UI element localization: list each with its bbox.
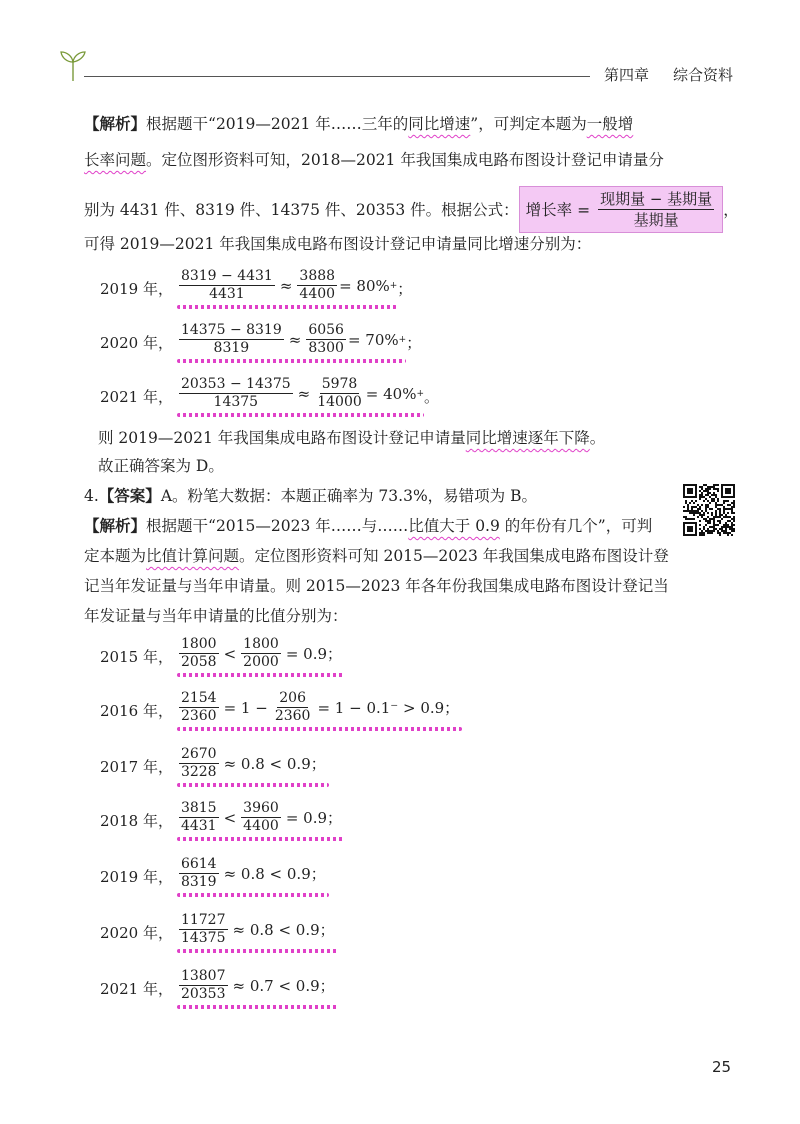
ratio-tail: = 1 − 0.1⁻ > 0.9； [317, 699, 460, 717]
numerator: 1800 [180, 636, 217, 652]
denominator: 14375 [180, 930, 226, 946]
line-end: ； [406, 334, 422, 352]
denominator: 2360 [274, 708, 311, 724]
fraction [179, 322, 284, 357]
result: = 40% [365, 384, 417, 403]
year-label: 2021 年， [100, 980, 173, 998]
fraction [179, 968, 228, 1003]
ratio-expression [177, 968, 338, 1009]
year-label: 2015 年， [100, 648, 173, 666]
ratio-row [100, 856, 329, 897]
ratio-rest: ≈ 0.8 < 0.9； [232, 921, 335, 939]
year-label: 2021 年， [100, 388, 173, 406]
text: 。定位图形资料可知，2018—2021 年我国集成电路布图设计登记申请量分 [146, 151, 664, 169]
result: = 80% [339, 276, 390, 295]
text: A。粉笔大数据：本题正确率为 73.3%，易错项为 B。 [160, 487, 537, 505]
numerator: 11727 [180, 912, 226, 928]
paragraph-1 [84, 110, 664, 138]
ratio-expression [177, 690, 462, 731]
fraction [179, 912, 228, 947]
denominator: 4400 [243, 818, 279, 834]
superscript: + [416, 388, 425, 399]
ratio-rest: ≈ 0.8 < 0.9； [223, 755, 326, 773]
denominator: 4431 [209, 286, 245, 302]
denominator: 2058 [180, 654, 217, 670]
ratio-row [100, 968, 338, 1009]
key-phrase: 比值计算问题 [146, 547, 240, 565]
ratio-rest: < [223, 644, 237, 663]
denominator: 4400 [299, 286, 336, 302]
paragraph-11: 年发证量与当年申请量的比值分别为： [84, 607, 348, 625]
growth-expression [177, 268, 397, 309]
denominator: 14375 [213, 394, 259, 410]
paragraph-6: 故正确答案为 D。 [98, 457, 224, 475]
text: 的年份有几个”，可判 [499, 517, 653, 535]
paragraph-3 [84, 186, 739, 233]
year-label: 2020 年， [100, 924, 173, 942]
fraction [179, 800, 219, 835]
line-end: 。 [424, 388, 440, 406]
key-phrase: 同比增速 [408, 115, 471, 133]
key-phrase: 比值大于 0.9 [408, 517, 500, 535]
text: ， [723, 200, 739, 219]
chapter-heading [604, 64, 733, 85]
numerator: 8319 − 4431 [180, 268, 273, 284]
qr-code-icon[interactable] [683, 484, 735, 536]
fraction [297, 268, 337, 303]
paragraph-4: 可得 2019—2021 年我国集成电路布图设计登记申请量同比增速分别为： [84, 235, 592, 253]
page-number: 25 [712, 1058, 732, 1076]
ratio-rest: ≈ 0.8 < 0.9； [223, 865, 326, 883]
denominator: 2000 [243, 654, 279, 670]
result: = 70% [347, 330, 399, 349]
ratio-expression [177, 800, 345, 841]
numerator: 2154 [180, 690, 217, 706]
denominator: 8300 [308, 340, 344, 356]
formula-denominator: 基期量 [633, 211, 679, 229]
superscript: + [398, 334, 407, 345]
ratio-rest: < [223, 808, 237, 827]
superscript: + [389, 280, 398, 291]
text: 别为 4431 件、8319 件、14375 件、20353 件。根据公式： [84, 200, 519, 219]
ratio-row [100, 746, 329, 787]
numerator: 206 [279, 690, 306, 706]
numerator: 14375 − 8319 [180, 322, 282, 338]
year-label: 2020 年， [100, 334, 173, 352]
ratio-expression [177, 856, 329, 897]
paragraph-5 [98, 424, 678, 452]
ratio-rest: = 1 − [223, 698, 268, 717]
analysis-tag: 【解析】 [84, 517, 147, 535]
numerator: 5978 [321, 376, 358, 392]
fraction [179, 746, 219, 781]
ratio-rest: ≈ 0.7 < 0.9； [232, 977, 335, 995]
ratio-tail: = 0.9； [285, 645, 343, 663]
fraction [273, 690, 313, 725]
numerator: 6614 [180, 856, 217, 872]
growth-row [100, 268, 412, 309]
operator: ≈ [297, 384, 311, 403]
question-number: 4. [84, 487, 99, 505]
growth-formula [519, 186, 724, 233]
ratio-row [100, 800, 345, 841]
text: 定本题为 [84, 547, 147, 565]
numerator: 6056 [308, 322, 344, 338]
paragraph-7 [84, 482, 664, 510]
fraction [179, 856, 219, 891]
paragraph-9 [84, 542, 669, 570]
growth-expression [177, 322, 406, 363]
chapter-number: 第四章 [604, 66, 650, 84]
fraction [179, 690, 219, 725]
year-label: 2019 年， [100, 280, 173, 298]
fraction [241, 800, 281, 835]
text: 根据题干“2015—2023 年……与…… [146, 517, 409, 535]
ratio-expression [177, 912, 338, 953]
year-label: 2018 年， [100, 812, 173, 830]
formula-fraction [598, 189, 714, 230]
denominator: 8319 [180, 874, 217, 890]
ratio-row [100, 912, 338, 953]
numerator: 3960 [243, 800, 279, 816]
text: 。定位图形资料可知 2015—2023 年我国集成电路布图设计登 [239, 547, 669, 565]
key-phrase: 长率问题 [84, 151, 147, 169]
text: 根据题干“2019—2021 年……三年的 [146, 115, 409, 133]
formula-numerator: 现期量 − 基期量 [600, 190, 713, 208]
paragraph-2 [84, 146, 664, 174]
denominator: 20353 [180, 986, 226, 1002]
answer-tag: 【答案】 [98, 487, 161, 505]
key-phrase: 同比增速逐年下降 [465, 429, 590, 447]
growth-row [100, 376, 439, 417]
year-label: 2019 年， [100, 868, 173, 886]
header-rule [84, 76, 590, 77]
ratio-tail: = 0.9； [285, 809, 343, 827]
fraction [306, 322, 346, 357]
numerator: 1800 [243, 636, 279, 652]
paragraph-8 [84, 512, 664, 540]
page-header [0, 0, 800, 100]
fraction [315, 376, 364, 411]
text: 则 2019—2021 年我国集成电路布图设计登记申请量 [98, 429, 466, 447]
denominator: 2360 [180, 708, 217, 724]
fraction [179, 636, 219, 671]
growth-expression [177, 376, 424, 417]
line-end: ； [397, 280, 413, 298]
numerator: 3815 [180, 800, 217, 816]
ratio-expression [177, 746, 329, 787]
chapter-title: 综合资料 [673, 66, 734, 84]
numerator: 3888 [299, 268, 336, 284]
paragraph-10: 记当年发证量与当年申请量。则 2015—2023 年各年份我国集成电路布图设计登记当 [84, 577, 669, 595]
growth-row [100, 322, 421, 363]
numerator: 20353 − 14375 [180, 376, 291, 392]
ratio-row [100, 636, 345, 677]
denominator: 14000 [317, 394, 362, 410]
ratio-row [100, 690, 462, 731]
denominator: 3228 [180, 764, 217, 780]
ratio-expression [177, 636, 345, 677]
operator: ≈ [288, 330, 302, 349]
key-phrase: 一般增 [586, 115, 634, 133]
fraction [241, 636, 281, 671]
numerator: 13807 [180, 968, 226, 984]
numerator: 2670 [180, 746, 217, 762]
year-label: 2016 年， [100, 702, 173, 720]
text: 。 [589, 429, 606, 447]
analysis-tag: 【解析】 [84, 115, 147, 133]
formula-lhs: 增长率 = [525, 200, 591, 219]
fraction [179, 376, 293, 411]
year-label: 2017 年， [100, 758, 173, 776]
text: ”，可判定本题为 [470, 115, 587, 133]
fraction [179, 268, 275, 303]
denominator: 4431 [180, 818, 217, 834]
operator: ≈ [279, 276, 293, 295]
denominator: 8319 [213, 340, 250, 356]
